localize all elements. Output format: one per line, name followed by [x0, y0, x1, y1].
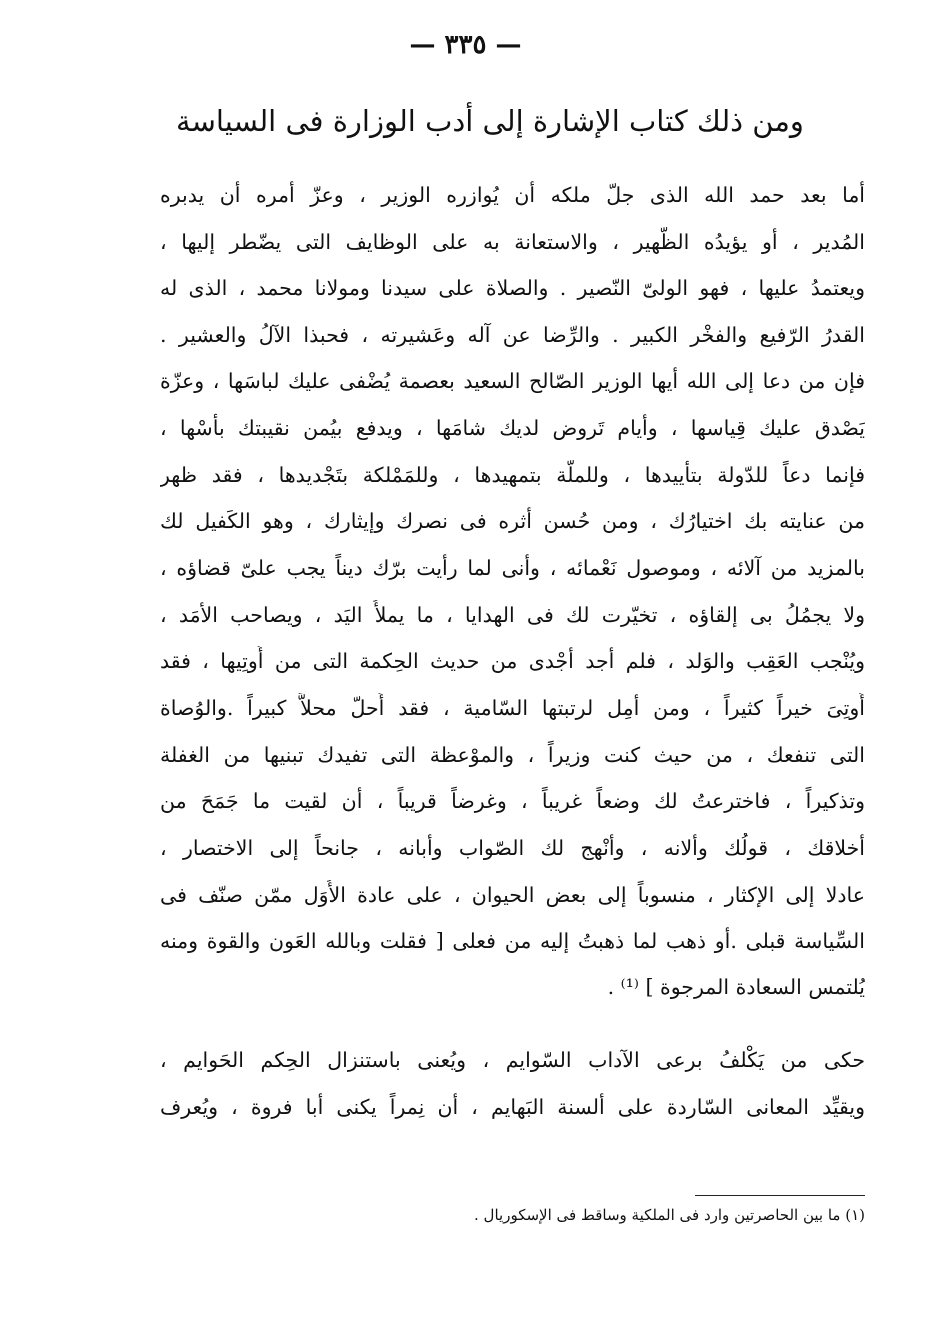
text-line: أُوتِىَ خيراً كثيراً ، ومن أمِل لرتبتها السّامية ، فقد أُحلّ محلاًّ كبيراً .والوُصاة	[160, 696, 865, 720]
text-line: فإنما دعاً للدّولة بتأْييدها ، وللملّة بتمهيدها ، وللمَمْلكة بتَجْديدها ، فقد ظهر	[160, 463, 865, 487]
text-line: ويعتمدُ عليها ، فهو الولىّ النّصير . والصلاة على سيدنا ومولانا محمد ، الذى له	[160, 276, 865, 300]
footnote-divider	[695, 1195, 865, 1196]
text-line: عادلا إلى الإكثار ، منسوباً إلى بعض الحيوان ، على عادة الأُوَل ممّن صنّف فى	[160, 883, 865, 907]
text-line: ويقيِّد المعانى السّاردة على ألسنة البَهايم ، أن نِمراً يكنى أبا فروة ، ويُعرف	[160, 1095, 865, 1119]
text-line: المُدير ، أو يؤيدُه الظُّهير ، والاستعانة به على الوظايف التى يضّطر إليها ،	[160, 230, 865, 254]
text-line: فإن من دعا إلى الله أيها الوزير الصّالح السعيد بعصمة يُضْفى عليك لباسَها ، وعزّة	[160, 369, 865, 393]
text-line: السِّياسة قبلى .أو ذهب لما ذهبتُ إليه من فعلى [ فقلت وبالله العَون والقوة ومنه	[160, 929, 865, 953]
text-line: من عنايته بك اختيارُك ، ومن حُسن أثره فى نصرك وإيثارك ، وهو الكَفيل لك	[160, 509, 865, 533]
section-heading: ومن ذلك كتاب الإشارة إلى أدب الوزارة فى السياسة	[176, 104, 804, 138]
text-line: يُلتمس السعادة المرجوة ] ⁽¹⁾ .	[607, 975, 865, 999]
footnote: (١) ما بين الحاصرتين وارد فى الملكية وساقط فى الإسكوريال .	[474, 1206, 865, 1224]
text-line: بالمزيد من آلائه ، وموصول نَعْمائه ، وأنى لما رأيت برّك ديناً يجب علىّ قضاؤه ،	[160, 556, 865, 580]
page-number: — ٣٣٥ —	[409, 30, 522, 60]
text-line: أخلاقك ، قولُك وألانه ، وأنْهج لك الصّواب وأبانه ، جانحاً إلى الاختصار ،	[160, 836, 865, 860]
text-line: أما بعد حمد الله الذى جلّ ملكه أن يُوازره الوزير ، وعزّ أمره أن يدبره	[160, 183, 865, 207]
text-line: يَصْدق عليك قِياسها ، وأيام تَروض لديك شامَها ، ويدفع بيُمن نقيبتك بأسْها ،	[160, 416, 865, 440]
text-line: ولا يجمُلُ بى إلقاؤه ، تخيّرت لك فى الهدايا ، ما يملأُ اليَد ، ويصاحب الأمَد ،	[160, 603, 865, 627]
text-line: القدرُ الرّفيع والفخْر الكبير . والرِّضا عن آله وعَشيرته ، فحبذا الآلُ والعشير .	[160, 323, 865, 347]
text-line: وتذكيراً ، فاخترعتُ لك وضعاً غريباً ، وغرضاً قريباً ، أن لقيت ما جَمَحَ من	[160, 789, 865, 813]
text-line: التى تنفعك ، من حيث كنت وزيراً ، والموْعظة التى تفيدك تبنيها من الغفلة	[160, 743, 865, 767]
text-line: حكى من يَكْلفُ برعى الآداب السّوايم ، ويُعنى باستنزال الحِكم الحَوايم ،	[160, 1048, 865, 1072]
text-line: ويُنْجب العَقِب والوَلد ، فلم أجد أجْدى من حديث الحِكمة التى من أُوتِيها ، فقد	[160, 649, 865, 673]
